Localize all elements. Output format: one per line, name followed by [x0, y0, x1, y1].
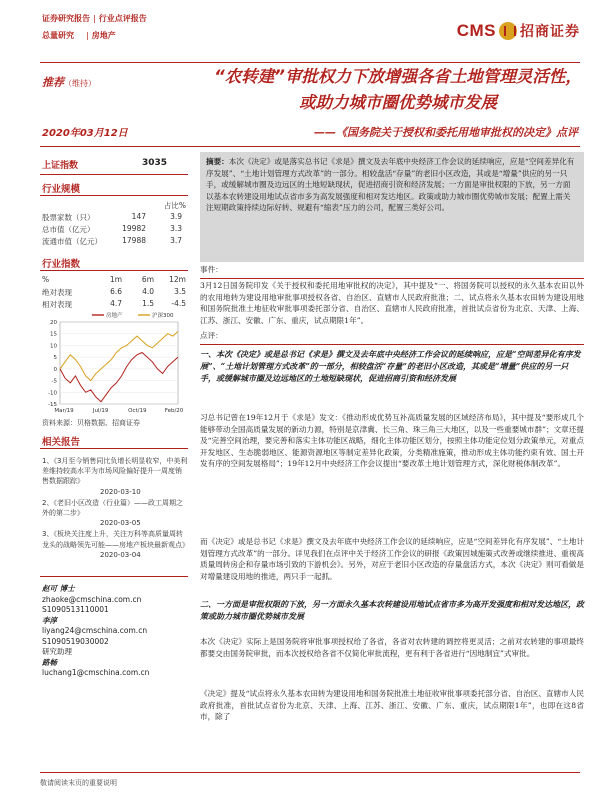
scale-row-name: 总市值（亿元） — [42, 225, 95, 234]
chart-x-tick-label: Feb/20 — [164, 408, 184, 414]
abstract-key: 摘要： — [206, 157, 229, 166]
authors — [42, 584, 188, 679]
index-row-name: 相对表现 — [42, 300, 72, 309]
research-type: 总量研究 — [42, 31, 74, 40]
chart-series-line — [60, 353, 178, 402]
report-title: “农转建”审批权力下放增强各省土地管理灵活性，或助力城市圈优势城市发展 — [214, 67, 582, 112]
paragraph-2: 而《决定》或是总书记《求是》撰文及去年底中央经济工作会议的延续响应，应是“空间差异化有序发展”、“土地计划管理方式改革”的一部分。详见我们在点评中关于经济工作会议的研报《政策因城施策式改善或继续推进、重视高质量周转房企和存量市场引致的下游机会》。另外，对应于老旧小区改造的存量盘活方式，本次《决定》则可看做是对增量建设用地的推进，两只手一起抓。 — [200, 537, 584, 581]
events-label: 事件： — [200, 265, 223, 274]
section-heading-2 — [200, 598, 584, 622]
section-heading-2-text: 二、一方面是审批权限的下放，另一方面永久基本农转建设用地试点省市多为高开发强度和相对发达地区，政策或助力城市圈优势城市发展 — [200, 599, 584, 621]
chart-y-tick-label: 20 — [50, 320, 57, 326]
chart-y-tick-label: 5 — [53, 355, 57, 362]
section-divider — [200, 344, 584, 345]
rating — [42, 74, 96, 90]
title-divider — [40, 146, 580, 147]
related-item-date: 2020-03-10 — [100, 487, 141, 496]
section-heading-1 — [200, 348, 584, 384]
industry-index-title: 行业指数 — [42, 259, 81, 270]
scale-row-value: 19982 — [122, 224, 146, 233]
scale-row-pct: 3.3 — [170, 224, 182, 233]
chart-x-tick-label: Jul/19 — [92, 408, 109, 414]
scale-row-value: 17988 — [122, 236, 146, 245]
sidebar-divider — [40, 195, 188, 196]
author-name: 赵可 博士 — [42, 584, 75, 593]
report-header — [40, 0, 580, 66]
abstract-text: 本次《决定》或是落实总书记《求是》撰文及去年底中央经济工作会议的延续响应，应是“空间差异化有序发展”、“土地计划管理方式改革”的一部分。相较盘活“存量”的老旧小区改造，其或是“增量”供应的另一只手，或缓解城市圈及边远区的土地短缺现状，促进招商引资和经济发展；一方面是审批权限的下放，另一方面以基本农转建设用地试点省市多为高发展强度和相对发达地区。政策或助力城市圈优势城市发展；配置上需关注短期政策持续边际好转、规避有“缩表”压力的公司，配置三类好公司。 — [206, 157, 575, 213]
industry-name: 房地产 — [91, 31, 116, 40]
chart-y-tick-label: 10 — [50, 343, 57, 350]
chart-x-tick-label: Oct/19 — [128, 408, 147, 414]
logo-text-cn: 招商证券 — [520, 24, 580, 40]
scale-row — [42, 212, 186, 223]
chart-y-tick-label: -10 — [48, 390, 57, 397]
scale-row-value: 147 — [131, 212, 146, 221]
index-row-value: 6.6 — [110, 287, 122, 296]
index-chart — [40, 308, 188, 430]
chart-y-tick-label: -5 — [51, 378, 57, 385]
chart-source: 资料来源：贝格数据、招商证券 — [42, 419, 140, 427]
abstract-box — [200, 152, 584, 262]
sidebar-divider — [40, 270, 188, 271]
related-item-text[interactable]: 2、《老旧小区改造（行业篇）——政工周期之外的第二步》 — [42, 498, 183, 518]
review-label: 点评： — [200, 331, 223, 340]
sidebar-divider — [40, 448, 188, 449]
header-categories: 证券研究报告 | 行业点评报告 总量研究 | 房地产 — [42, 14, 147, 40]
rating-label: 推荐 — [42, 76, 64, 89]
chart-y-tick-label: 15 — [50, 331, 57, 338]
author-email[interactable]: zhaoke@cmschina.com.cn — [42, 594, 142, 604]
index-head: 6m — [141, 275, 154, 284]
report-type: 证券研究报告 — [42, 14, 90, 23]
related-title: 相关报告 — [42, 437, 81, 448]
index-row-value: 4.0 — [142, 287, 154, 296]
index-row-value: 1.5 — [142, 299, 154, 308]
author-name: 李淳 — [42, 615, 57, 625]
index-label: 上证指数 — [42, 161, 79, 171]
index-head-row — [42, 275, 186, 284]
sidebar-divider — [40, 174, 188, 175]
logo-seal-icon — [499, 22, 517, 40]
index-row — [42, 287, 186, 298]
related-item-text[interactable]: 1、《3月至今销售同比负增长明显收窄，中美利差维持较高水平为市场风险偏好提升一周度销售数据跟踪》 — [42, 457, 188, 486]
scale-row — [42, 236, 186, 247]
related-item[interactable] — [42, 456, 188, 497]
related-list — [42, 456, 188, 561]
author-id: S1090513110001 — [42, 605, 109, 614]
main-content — [200, 152, 584, 772]
index-head: 12m — [169, 275, 186, 284]
author-email[interactable]: liyang24@cmschina.com.cn — [42, 626, 148, 635]
index-chart-svg — [40, 308, 188, 418]
logo-text-en: CMS — [456, 21, 496, 40]
sidebar-divider — [40, 576, 188, 577]
report-subtype: 行业点评报告 — [98, 14, 147, 23]
paragraph-1: 习总书记曾在19年12月于《求是》发文：《推动形成优势互补高质量发展的区域经济布局》，其中提及“要形成几个能够带动全国高质量发展的新动力源，特别是京津冀、长三角、珠三角三大地区，以及一些重要城市群”；文章还提及“完善空间治理，要完善和落实主体功能区战略，细化主体功能区划分，按照主体功能定位划分政策单元，对重点开发地区、生态脆弱地区、能源资源地区等制定差异化政策，分类精准施策，推动形成主体功能约束有效、国土开发有序的空间发展格局”；19年12月中央经济工作会议提出“要改革土地计划管理方式，深化财税体制改革”。 — [200, 413, 584, 469]
related-item[interactable] — [42, 498, 188, 529]
index-row-name: 绝对表现 — [42, 288, 72, 297]
chart-legend-label: 沪深300 — [152, 313, 174, 319]
chart-x-tick-label: Mar/19 — [54, 408, 74, 414]
scale-title: 行业规模 — [42, 184, 81, 195]
scale-row — [42, 224, 186, 235]
index-row-value: 3.5 — [174, 287, 186, 296]
scale-row-name: 股票家数（只） — [42, 213, 95, 222]
author-id: S1090519030002 — [42, 636, 109, 646]
scale-row-name: 流通市值（亿元） — [42, 237, 102, 246]
author-email[interactable]: luchang1@cmschina.com.cn — [42, 668, 150, 677]
index-head: % — [42, 275, 50, 284]
index-head: 1m — [109, 275, 122, 284]
section-heading-1-text: 一、本次《决定》或是总书记《求是》撰文及去年底中央经济工作会议的延续响应，应是“空间差异化有序发展”、“土地计划管理方式改革”的一部分，相较盘活“存量”的老旧小区改造，其或是“增量”供应的另一只手，或缓解城市圈及边远地区的土地短缺现状，促进招商引资和经济发展 — [200, 349, 581, 383]
index-row-value: -4.5 — [171, 299, 186, 308]
sidebar — [40, 150, 188, 770]
paragraph-3: 本次《决定》实际上是国务院将审批事项授权给了各省，各省对农转建的调控将更灵活；之前对农转建的事项最终都要交由国务院审批，而本次授权给各省不仅简化审批流程，更有利于各省进行“因地制宜”式审批。 — [200, 637, 584, 658]
events-text: 3月12日国务院印发《关于授权和委托用地审批权的决定》，其中提及“一、将国务院可以授权的永久基本农田以外的农用地转为建设用地审批事项授权各省、自治区、直辖市人民政府批准；二、试点将永久基本农田转为建设用地和国务院批准土地征收审批事项委托部分省、自治区、直辖市人民政府批准，首批试点省份为北京、天津、上海、江苏、浙江、安徽、广东、重庆，试点期限1年”。 — [200, 281, 584, 325]
company-logo — [457, 20, 580, 42]
rating-sub: （维持） — [64, 79, 96, 88]
author-role: 研究助理 — [42, 647, 72, 656]
footer-note: 敬请阅读末页的重要说明 — [40, 779, 117, 787]
chart-series-line — [60, 331, 178, 380]
section-divider — [200, 278, 584, 279]
chart-y-tick-label: -15 — [48, 402, 57, 408]
report-subtitle: ——《国务院关于授权和委托用地审批权的决定》点评 — [314, 126, 578, 139]
related-item-date: 2020-03-04 — [100, 550, 141, 559]
header-divider — [40, 62, 580, 63]
author-name: 路畅 — [42, 657, 57, 667]
scale-row-pct: 3.7 — [170, 236, 182, 245]
scale-unit: 占比% — [163, 201, 186, 210]
footer-divider — [40, 772, 580, 773]
paragraph-4: 《决定》提及“试点将永久基本农田转为建设用地和国务院批准土地征收审批事项委托部分省、自治区、直辖市人民政府批准，首批试点省份为北京、天津、上海、江苏、浙江、安徽、广东、重庆，试点期限1年”，也即在这8省市，除了 — [200, 689, 584, 722]
chart-y-tick-label: 0 — [53, 366, 57, 373]
report-date: 2020年03月12日 — [42, 128, 128, 139]
related-item-date: 2020-03-05 — [100, 519, 141, 528]
chart-legend-label: 房地产 — [106, 313, 123, 319]
related-item-text[interactable]: 3、《板块关注度上升，关注万科等高质量周转龙头的战略领先可能——房地产板块最新观点》 — [42, 530, 189, 549]
scale-unit-row — [42, 200, 186, 211]
index-value: 3035 — [142, 158, 168, 168]
related-item[interactable] — [42, 529, 188, 560]
index-row-value: 4.7 — [110, 299, 122, 308]
scale-row-pct: 3.9 — [170, 212, 182, 221]
